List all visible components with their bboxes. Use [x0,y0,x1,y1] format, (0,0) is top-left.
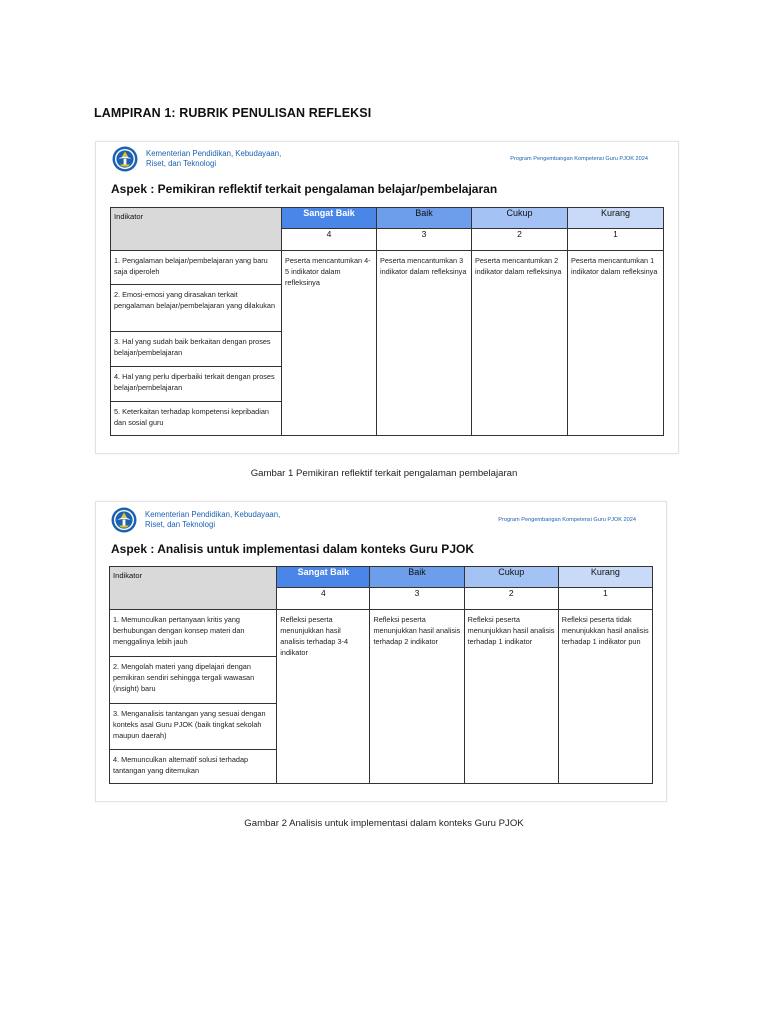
ministry-header [112,146,281,172]
figure-2-rubric-image [95,501,667,802]
indicator-3: 3. Menganalisis tantangan yang sesuai dengan konteks asal Guru PJOK (baik tingkat sekolah maupun daerah) [110,704,277,750]
descriptor-cukup: Peserta mencantumkan 2 indikator dalam refleksinya [472,251,568,436]
tut-wuri-handayani-logo-icon [112,146,138,172]
rubric-table [109,566,653,784]
descriptor-sangat-baik: Peserta mencantumkan 4-5 indikator dalam refleksinya [282,251,377,436]
program-label: Program Pengembangan Kompetensi Guru PJOK 2024 [498,517,636,523]
aspect-title: Aspek : Analisis untuk implementasi dalam konteks Guru PJOK [111,542,474,556]
ministry-name: Kementerian Pendidikan, Kebudayaan, Riset, dan Teknologi [145,510,281,529]
score-cukup: 2 [464,588,558,610]
figure-1-caption: Gambar 1 Pemikiran reflektif terkait pengalaman pembelajaran [250,468,518,479]
indicator-5: 5. Keterkaitan terhadap kompetensi kepribadian dan sosial guru [111,402,282,436]
score-baik: 3 [377,229,472,251]
indicator-3: 3. Hal yang sudah baik berkaitan dengan proses belajar/pembelajaran [111,332,282,367]
score-baik: 3 [370,588,464,610]
level-baik: Baik [370,567,464,588]
descriptor-kurang: Refleksi peserta tidak menunjukkan hasil analisis terhadap 1 indikator pun [558,610,652,784]
figure-2-caption: Gambar 2 Analisis untuk implementasi dalam konteks Guru PJOK [244,818,524,829]
indicator-1: 1. Memunculkan pertanyaan kritis yang berhubungan dengan konsep materi dan menggalinya lebih jauh [110,610,277,657]
level-sangat-baik: Sangat Baik [282,208,377,229]
ministry-header [111,507,280,533]
score-sangat-baik: 4 [277,588,370,610]
descriptor-baik: Refleksi peserta menunjukkan hasil analisis terhadap 2 indikator [370,610,464,784]
program-label: Program Pengembangan Kompetensi Guru PJOK 2024 [510,156,648,162]
descriptor-sangat-baik: Refleksi peserta menunjukkan hasil analisis terhadap 3-4 indikator [277,610,370,784]
level-kurang: Kurang [568,208,664,229]
ministry-name: Kementerian Pendidikan, Kebudayaan, Riset, dan Teknologi [146,149,282,168]
indicator-4: 4. Hal yang perlu diperbaiki terkait dengan proses belajar/pembelajaran [111,367,282,402]
descriptor-kurang: Peserta mencantumkan 1 indikator dalam refleksinya [568,251,664,436]
figure-1-rubric-image [95,141,679,454]
indicator-2: 2. Mengolah materi yang dipelajari dengan pemikiran sendiri sehingga tergali wawasan (insight) baru [110,657,277,704]
rubric-table [110,207,664,436]
indicator-4: 4. Memunculkan alternatif solusi terhadap tantangan yang ditemukan [110,750,277,784]
level-kurang: Kurang [558,567,652,588]
level-cukup: Cukup [472,208,568,229]
indicator-header: Indikator [111,208,282,251]
indicator-header: Indikator [110,567,277,610]
descriptor-cukup: Refleksi peserta menunjukkan hasil analisis terhadap 1 indikator [464,610,558,784]
level-baik: Baik [377,208,472,229]
indicator-1: 1. Pengalaman belajar/pembelajaran yang baru saja diperoleh [111,251,282,285]
descriptor-baik: Peserta mencantumkan 3 indikator dalam refleksinya [377,251,472,436]
score-kurang: 1 [568,229,664,251]
score-cukup: 2 [472,229,568,251]
aspect-title: Aspek : Pemikiran reflektif terkait pengalaman belajar/pembelajaran [111,182,498,196]
level-sangat-baik: Sangat Baik [277,567,370,588]
page-heading: LAMPIRAN 1: RUBRIK PENULISAN REFLEKSI [94,106,372,120]
tut-wuri-handayani-logo-icon [111,507,137,533]
score-sangat-baik: 4 [282,229,377,251]
score-kurang: 1 [558,588,652,610]
indicator-2: 2. Emosi-emosi yang dirasakan terkait pengalaman belajar/pembelajaran yang dilakukan [111,285,282,332]
level-cukup: Cukup [464,567,558,588]
